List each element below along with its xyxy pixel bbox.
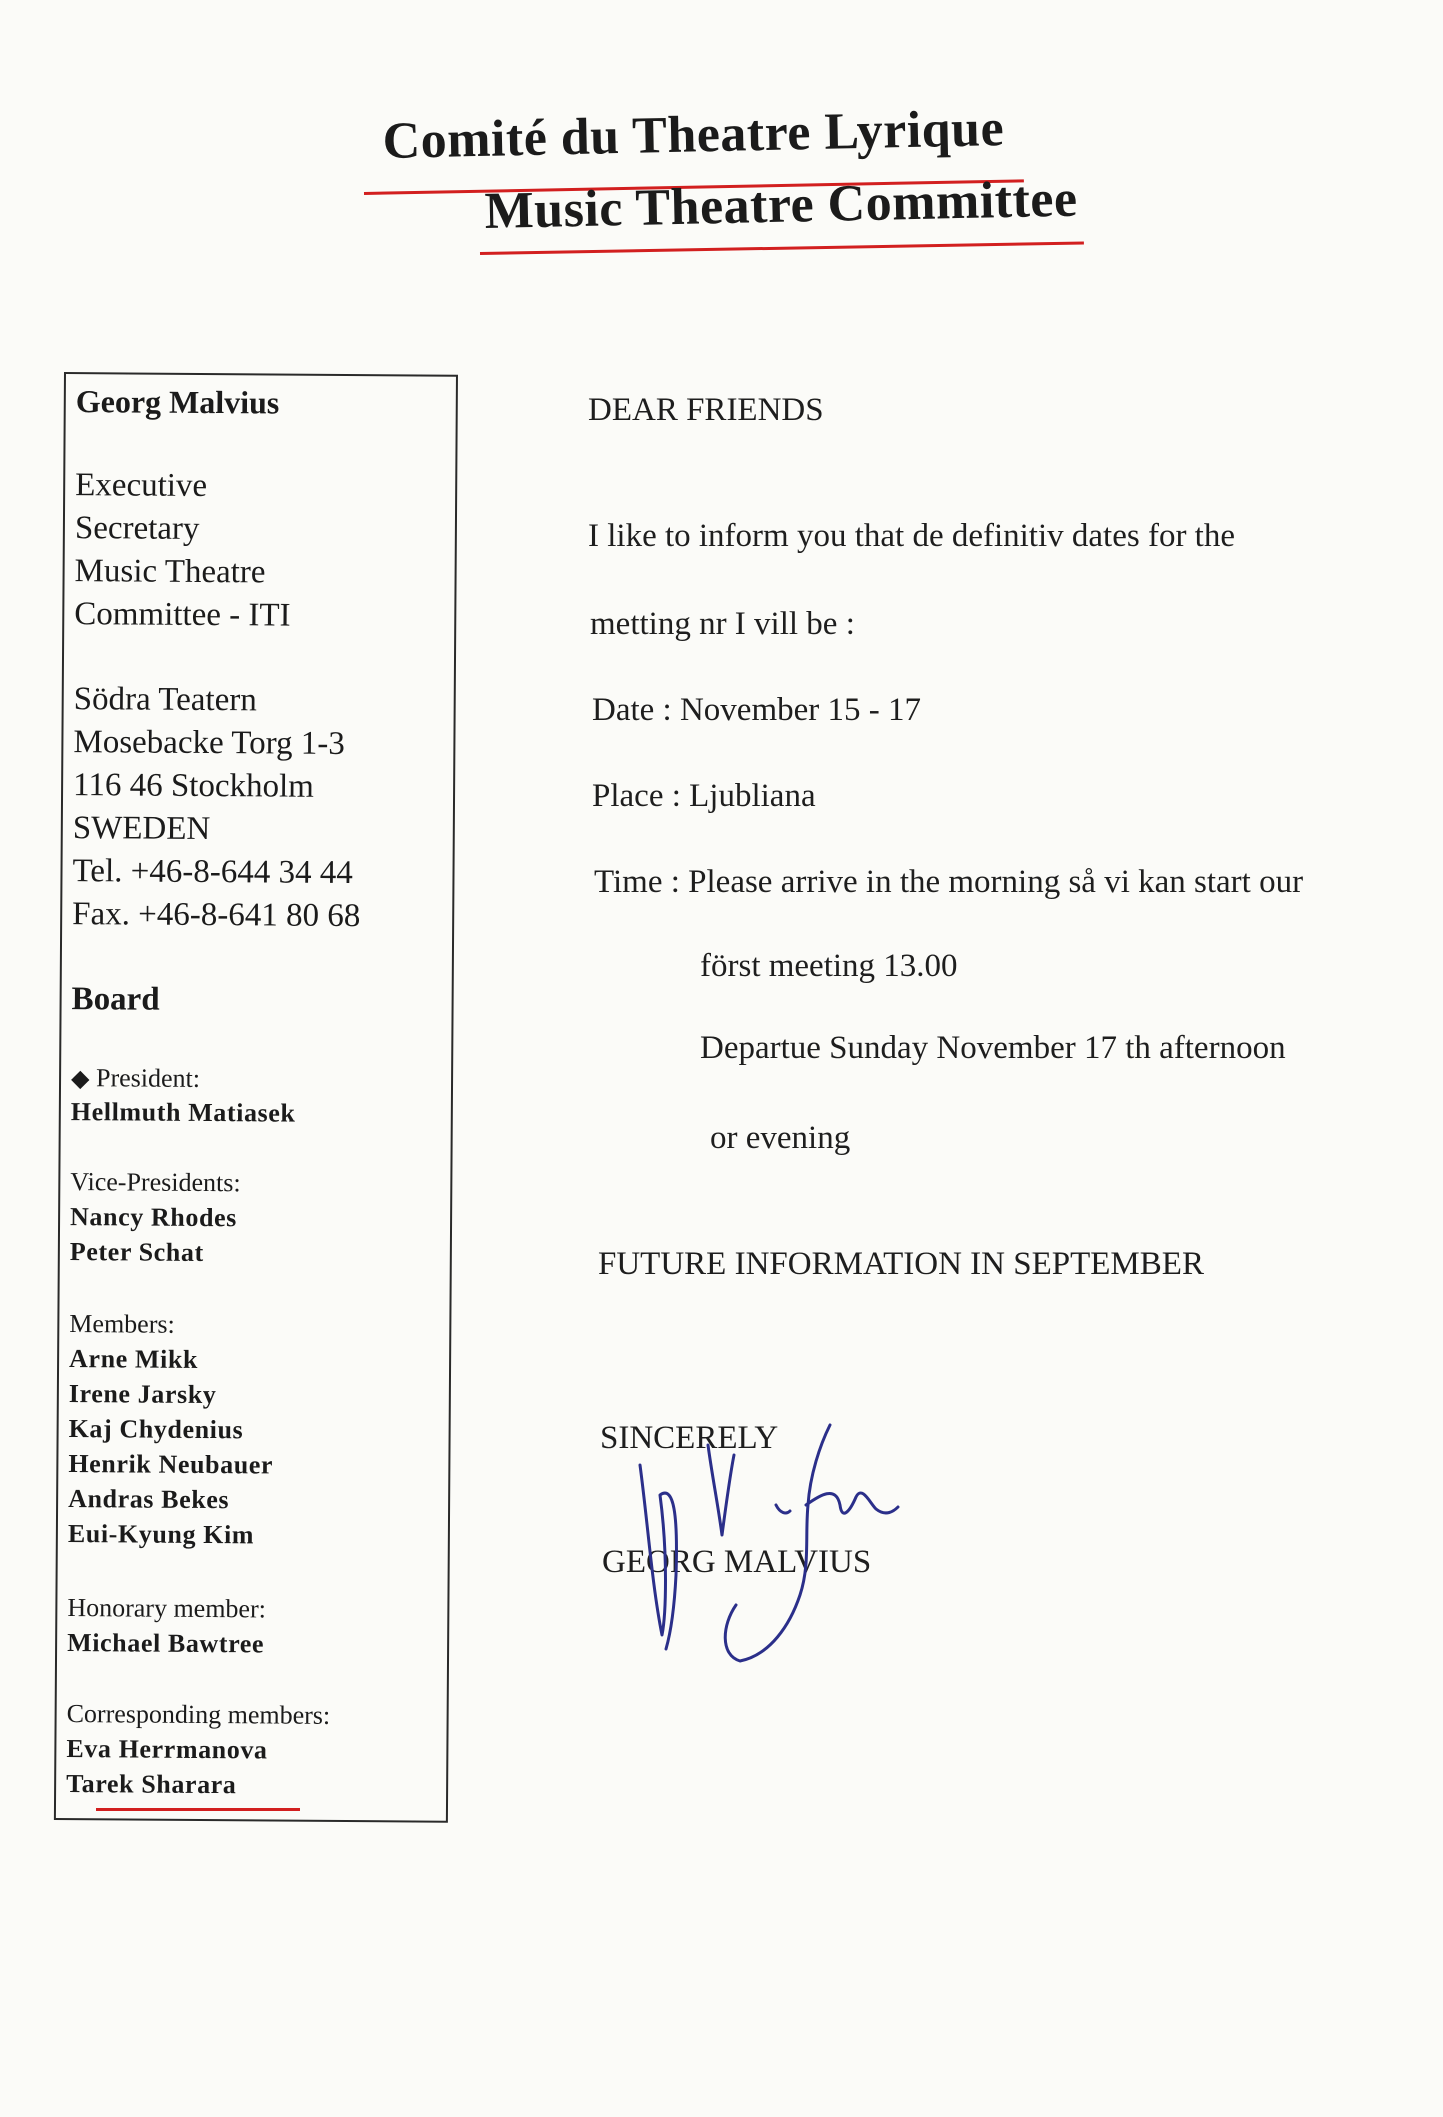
signatory-name: GEORG MALVIUS bbox=[602, 1544, 872, 1580]
time-detail-line: först meeting 13.00 bbox=[700, 948, 958, 984]
time-detail-line: or evening bbox=[710, 1120, 851, 1156]
intro-line: metting nr I vill be : bbox=[590, 606, 855, 642]
vice-president-name: Nancy Rhodes bbox=[70, 1202, 238, 1233]
sidebar-title-line: Executive bbox=[75, 467, 208, 505]
members-label: Members: bbox=[69, 1309, 175, 1339]
president-label: President: bbox=[95, 1063, 201, 1093]
date-label: Date bbox=[592, 692, 655, 728]
board-heading: Board bbox=[71, 981, 160, 1018]
diamond-icon: ◆ bbox=[70, 1066, 90, 1093]
place-label: Place bbox=[592, 778, 664, 814]
signature-icon bbox=[600, 1385, 920, 1675]
sidebar-address-line: Mosebacke Torg 1-3 bbox=[73, 724, 345, 762]
sidebar-title-line: Committee - ITI bbox=[74, 596, 291, 634]
place-row bbox=[592, 778, 816, 815]
sidebar-title-line: Secretary bbox=[74, 510, 200, 547]
sidebar-phone: Tel. +46-8-644 34 44 bbox=[72, 853, 353, 892]
member-name: Henrik Neubauer bbox=[68, 1449, 274, 1480]
honorary-label: Honorary member: bbox=[67, 1593, 267, 1624]
member-name: Irene Jarsky bbox=[68, 1379, 217, 1410]
letterhead-title-french: Comité du Theatre Lyrique bbox=[382, 99, 1005, 170]
time-row bbox=[594, 864, 1303, 901]
salutation: DEAR FRIENDS bbox=[588, 392, 824, 428]
date-row bbox=[592, 692, 921, 729]
time-value: : Please arrive in the morning så vi kan start our bbox=[670, 864, 1304, 900]
sidebar-address-line: 116 46 Stockholm bbox=[72, 767, 315, 805]
sidebar-underline bbox=[96, 1808, 300, 1811]
letterhead-title-english: Music Theatre Committee bbox=[484, 170, 1079, 240]
closing: SINCERELY bbox=[600, 1420, 779, 1456]
corresponding-name: Eva Herrmanova bbox=[66, 1734, 268, 1765]
corresponding-label: Corresponding members: bbox=[66, 1699, 331, 1730]
member-name: Andras Bekes bbox=[68, 1484, 230, 1515]
member-name: Arne Mikk bbox=[69, 1344, 199, 1374]
sidebar-fax: Fax. +46-8-641 80 68 bbox=[72, 896, 361, 935]
member-name: Eui-Kyung Kim bbox=[67, 1519, 255, 1550]
place-value: : Ljubliana bbox=[671, 778, 816, 814]
president-name: Hellmuth Matiasek bbox=[70, 1097, 296, 1128]
honorary-name: Michael Bawtree bbox=[67, 1628, 265, 1659]
date-value: : November 15 - 17 bbox=[662, 692, 921, 728]
sidebar-address-line: Södra Teatern bbox=[73, 681, 257, 719]
time-detail-line: Departue Sunday November 17 th afternoon bbox=[700, 1030, 1286, 1066]
sidebar-address-line: SWEDEN bbox=[72, 810, 211, 848]
sidebar-title-line: Music Theatre bbox=[74, 553, 266, 591]
sidebar-box bbox=[54, 372, 458, 1823]
vice-president-name: Peter Schat bbox=[69, 1237, 204, 1267]
time-label: Time bbox=[594, 864, 663, 900]
member-name: Kaj Chydenius bbox=[68, 1414, 244, 1445]
future-information: FUTURE INFORMATION IN SEPTEMBER bbox=[598, 1246, 1204, 1282]
president-row bbox=[71, 1060, 200, 1098]
intro-line: I like to inform you that de definitiv dates for the bbox=[588, 518, 1235, 554]
letterhead-underline-2 bbox=[480, 241, 1084, 255]
vice-presidents-label: Vice-Presidents: bbox=[70, 1167, 241, 1198]
corresponding-name: Tarek Sharara bbox=[66, 1769, 237, 1800]
sidebar-name: Georg Malvius bbox=[75, 383, 280, 421]
